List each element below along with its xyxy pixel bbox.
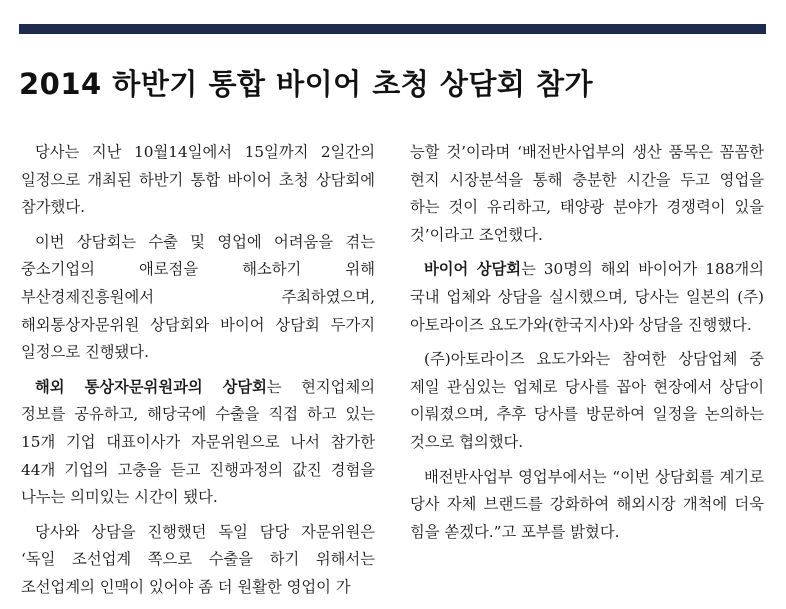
article-column-right — [410, 139, 764, 553]
paragraph-text: 이번 상담회는 수출 및 영업에 어려움을 겪는 중소기업의 애로점을 해소하기 위해 부산경제진흥원에서 주최하였으며, 해외통상자문위원 상담회와 바이어 상담회 두가지 일정으로 진행됐다. — [21, 232, 375, 362]
paragraph-text: 당사는 지난 10월14일에서 15일까지 2일간의 일정으로 개최된 하반기 통합 바이어 초청 상담회에 참가했다. — [21, 143, 375, 217]
paragraph-text: 배전반사업부 영업부에서는 “이번 상담회를 계기로 당사 자체 브랜드를 강화하여 해외시장 개척에 더욱 힘을 쏟겠다.”고 포부를 밝혔다. — [410, 467, 764, 541]
header-rule — [19, 24, 766, 34]
paragraph — [21, 519, 375, 602]
paragraph — [410, 256, 764, 339]
paragraph-text: 는 현지업체의 정보를 공유하고, 해당국에 수출을 직접 하고 있는 15개 기업 대표이사가 자문위원으로 나서 참가한 44개 기업의 고충을 듣고 진행과정의 값진 경험을 나누는 의미있는 시간이 됐다. — [21, 377, 376, 507]
article-column-left — [21, 139, 375, 609]
paragraph-lead: 해외 통상자문위원과의 상담회 — [35, 377, 267, 396]
paragraph-text: 당사와 상담을 진행했던 독일 담당 자문위원은 ‘독일 조선업계 쪽으로 수출을 하기 위해서는 조선업계의 인맥이 있어야 좀 더 원활한 영업이 가 — [21, 522, 375, 596]
paragraph — [410, 346, 764, 456]
paragraph-lead: 바이어 상담회 — [424, 260, 522, 279]
paragraph — [21, 229, 375, 367]
paragraph — [410, 464, 764, 547]
paragraph-text: (주)아토라이즈 요도가와는 참여한 상담업체 중 제일 관심있는 업체로 당사를 꼽아 현장에서 상담이 이뤄졌으며, 추후 당사를 방문하여 일정을 논의하는 것으로 협의했다. — [410, 350, 764, 451]
paragraph — [21, 139, 375, 222]
paragraph-text: 는 30명의 해외 바이어가 188개의 국내 업체와 상담을 실시했으며, 당사는 일본의 (주)아토라이즈 요도가와(한국지사)와 상담을 진행했다. — [410, 260, 764, 334]
paragraph — [410, 139, 764, 249]
paragraph — [21, 374, 375, 512]
article-title: 2014 하반기 통합 바이어 초청 상담회 참가 — [19, 67, 594, 101]
paragraph-text: 능할 것’이라며 ‘배전반사업부의 생산 품목은 꼼꼼한 현지 시장분석을 통해 충분한 시간을 두고 영업을 하는 것이 유리하고, 태양광 분야가 경쟁력이 있을 것’이라고 조언했다. — [410, 143, 764, 244]
